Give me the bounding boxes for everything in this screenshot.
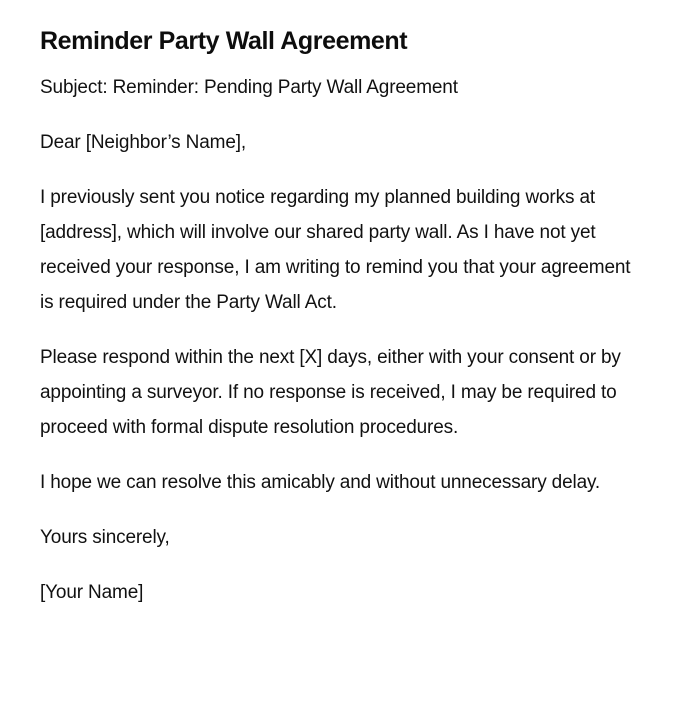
body-paragraph-notice: I previously sent you notice regarding my planned building works at [address], which will involve our shared party wall. As I have not yet received your response, I am writing to remind you that your agreement is required under the Party Wall Act. [40, 187, 631, 313]
document-title: Reminder Party Wall Agreement [40, 27, 408, 55]
subject-line: Subject: Reminder: Pending Party Wall Agreement [40, 77, 458, 98]
closing-line: Yours sincerely, [40, 527, 170, 548]
signature: [Your Name] [40, 582, 144, 603]
body-paragraph-response-request: Please respond within the next [X] days, either with your consent or by appointing a surveyor. If no response is received, I may be required to proceed with formal dispute resolution procedures. [40, 347, 621, 438]
body-paragraph-closing-hope: I hope we can resolve this amicably and without unnecessary delay. [40, 472, 601, 493]
salutation: Dear [Neighbor’s Name], [40, 132, 246, 153]
letter-document [40, 24, 640, 630]
